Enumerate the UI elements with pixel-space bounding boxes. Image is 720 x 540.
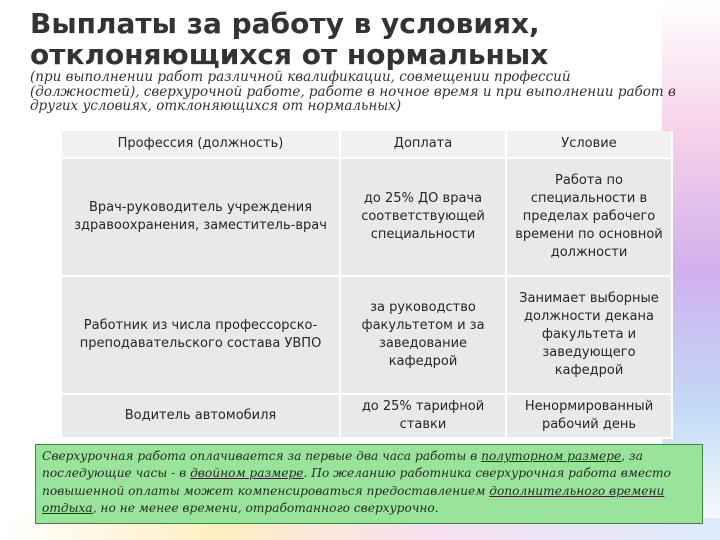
header-profession: Профессия (должность)	[62, 131, 340, 158]
note-emphasis: двойном размере	[190, 466, 304, 481]
note-text: . По желанию работника сверхурочная работа вместо повышенной оплаты может компенсироваться предоставлением	[42, 466, 671, 498]
table-header-row	[62, 131, 672, 158]
overtime-note	[35, 444, 703, 524]
cell-condition: Занимает выборные должности декана факультета и заведующего кафедрой	[506, 276, 672, 394]
slide-subtitle: (при выполнении работ различной квалификации, совмещении профессий (должностей), сверхурочной работе, работе в ночное время и при выполнении работ в других условиях, отклоняющихся от нормальных)	[30, 69, 676, 114]
note-emphasis: дополнительного времени отдыха	[42, 483, 665, 516]
note-text: , но не менее времени, отработанного сверхурочно.	[92, 501, 439, 516]
cell-profession: Водитель автомобиля	[62, 394, 340, 438]
table-row	[62, 276, 672, 394]
note-text: Сверхурочная работа оплачивается за первые два часа работы в	[42, 449, 482, 463]
cell-condition: Работа по специальности в пределах рабочего времени по основной должности	[506, 158, 672, 276]
cell-profession: Врач-руководитель учреждения здравоохранения, заместитель-врач	[62, 158, 340, 276]
cell-condition: Ненормированный рабочий день	[506, 394, 672, 438]
header-condition: Условие	[506, 131, 672, 158]
cell-payment: до 25% тарифной ставки	[340, 394, 506, 438]
table-row	[62, 158, 672, 276]
note-text: , за последующие часы - в	[42, 449, 643, 481]
header-payment: Доплата	[340, 131, 506, 158]
table-row	[62, 394, 672, 438]
slide-title: Выплаты за работу в условиях, отклоняющихся от нормальных	[30, 7, 549, 71]
cell-profession: Работник из числа профессорско-преподавательского состава УВПО	[62, 276, 340, 394]
payments-table	[62, 131, 673, 439]
note-emphasis: полуторном размере	[481, 449, 622, 463]
cell-payment: за руководство факультетом и за заведование кафедрой	[340, 276, 506, 394]
cell-payment: до 25% ДО врача соответствующей специальности	[340, 158, 506, 276]
